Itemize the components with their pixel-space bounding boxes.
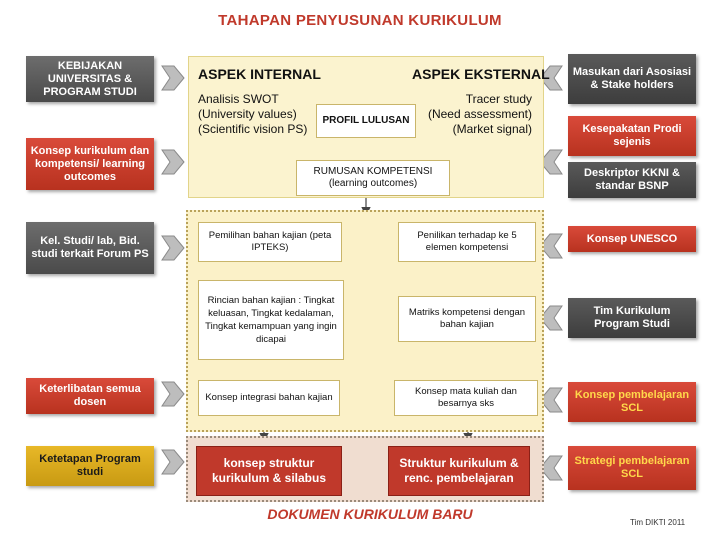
right-box-konsep-scl: Konsep pembelajaran SCL (568, 382, 696, 422)
left-chevron-3 (162, 236, 184, 260)
credit-text: Tim DIKTI 2011 (630, 518, 686, 527)
left-box-ketetapan-prodi: Ketetapan Program studi (26, 446, 154, 486)
pemilihan-bahan-kajian-box: Pemilihan bahan kajian (peta IPTEKS) (198, 222, 342, 262)
right-box-strategi-scl: Strategi pembelajaran SCL (568, 446, 696, 490)
left-box-kebijakan: KEBIJAKAN UNIVERSITAS & PROGRAM STUDI (26, 56, 154, 102)
konsep-mata-kuliah-box: Konsep mata kuliah dan besarnya sks (394, 380, 538, 416)
internal-line-1: Analisis SWOT (198, 92, 279, 106)
external-line-1: Tracer study (465, 92, 532, 106)
konsep-integrasi-box: Konsep integrasi bahan kajian (198, 380, 340, 416)
internal-line-3: (Scientific vision PS) (198, 122, 308, 136)
left-chevron-1 (162, 66, 184, 90)
rincian-bahan-kajian-box: Rincian bahan kajian : Tingkat keluasan, Tingkat kedalaman, Tingkat kemampuan yang ingin dicapai (198, 280, 344, 360)
external-line-2: (Need assessment) (427, 107, 532, 121)
struktur-kurikulum-box: Struktur kurikulum & renc. pembelajaran (388, 446, 530, 496)
external-heading: ASPEK EKSTERNAL (412, 66, 550, 82)
matriks-kompetensi-box: Matriks kompetensi dengan bahan kajian (398, 296, 536, 342)
left-chevron-2 (162, 150, 184, 174)
left-box-konsep-kurikulum: Konsep kurikulum dan kompetensi/ learning outcomes (26, 138, 154, 190)
right-box-masukan-asosiasi: Masukan dari Asosiasi & Stake holders (568, 54, 696, 104)
profil-lulusan-box: PROFIL LULUSAN (316, 104, 416, 138)
left-box-kel-studi: Kel. Studi/ lab, Bid. studi terkait Forum PS (26, 222, 154, 274)
external-line-3: (Market signal) (452, 122, 532, 136)
internal-line-2: (University values) (198, 107, 297, 121)
right-box-konsep-unesco: Konsep UNESCO (568, 226, 696, 252)
rumusan-kompetensi-box: RUMUSAN KOMPETENSI (learning outcomes) (296, 160, 450, 196)
konsep-struktur-kurikulum-box: konsep struktur kurikulum & silabus (196, 446, 342, 496)
right-box-kesepakatan-prodi: Kesepakatan Prodi sejenis (568, 116, 696, 156)
internal-heading: ASPEK INTERNAL (198, 66, 321, 82)
left-chevron-4 (162, 382, 184, 406)
diagram-title: TAHAPAN PENYUSUNAN KURIKULUM (218, 12, 502, 29)
left-chevron-5 (162, 450, 184, 474)
footer-title: DOKUMEN KURIKULUM BARU (267, 506, 473, 522)
penilikan-kompetensi-box: Penilikan terhadap ke 5 elemen kompetensi (398, 222, 536, 262)
right-box-tim-kurikulum: Tim Kurikulum Program Studi (568, 298, 696, 338)
right-box-deskriptor-kkni: Deskriptor KKNI & standar BSNP (568, 162, 696, 198)
left-box-keterlibatan-dosen: Keterlibatan semua dosen (26, 378, 154, 414)
